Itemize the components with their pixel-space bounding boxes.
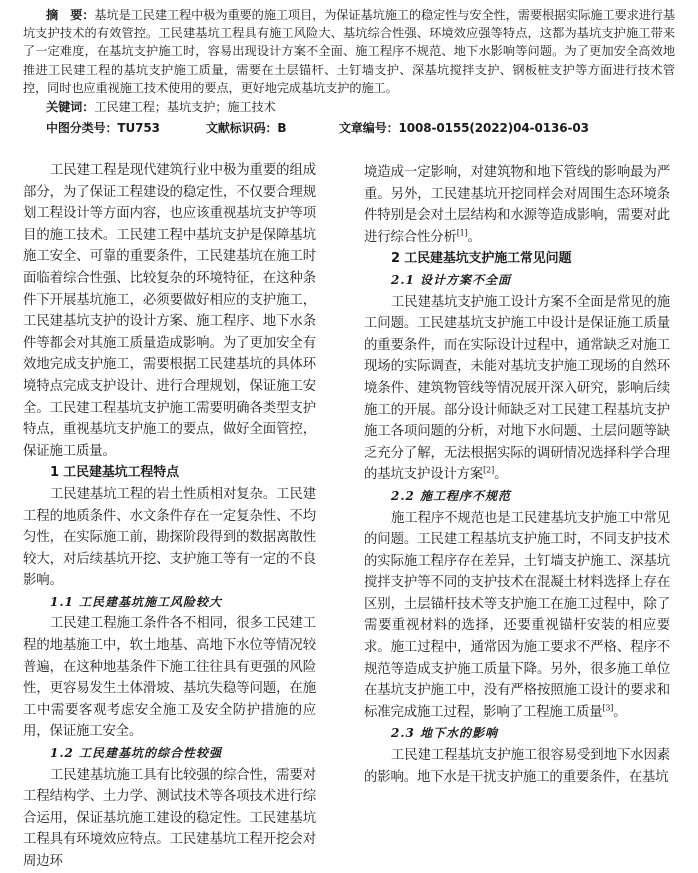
clc-field <box>46 119 206 137</box>
section-2-3-heading: 2.3 地下水的影响 <box>391 726 499 741</box>
abstract-block <box>23 6 675 137</box>
clc-label: 中图分类号： <box>46 121 118 136</box>
section-1-1-heading: 1.1 工民建基坑施工风险较大 <box>50 594 223 609</box>
section-1-paragraph: 工民建基坑工程的岩土性质相对复杂。工民建工程的地质条件、水文条件存在一定复杂性、不均匀性，在实际施工前，勘探阶段得到的数据离散性较大，对后续基坑开挖、支护施工等有一定的不良影响。 <box>23 486 316 589</box>
abstract-text: 基坑是工民建工程中极为重要的施工项目，为保证基坑施工的稳定性与安全性，需要根据实际施工要求进行基坑支护技术的有效管控。工民建基坑工程具有施工风险大、基坑综合性强、环境效应强等特点，这都为基坑支护施工带来了一定难度，在基坑支护施工时，容易出现设计方案不全面、施工程序不规范、地下水影响等问题。为了更加安全高效地推进工民建工程的基坑支护施工质量，需要在土层锚杆、土钉墙支护、深基坑搅拌支护、钢板桩支护等方面进行技术管控，同时也应重视施工技术使用的要点，更好地完成基坑支护的施工。 <box>23 8 675 95</box>
right-column <box>364 162 670 788</box>
section-2-2-heading: 2.2 施工程序不规范 <box>391 488 512 503</box>
clc-value: TU753 <box>117 121 160 136</box>
section-2-2-end: 。 <box>613 704 627 720</box>
article-number-value: 1008-0155(2022)04-0136-03 <box>398 121 589 136</box>
keywords-text: 工民建工程；基坑支护；施工技术 <box>94 100 276 115</box>
abstract-label: 摘 要： <box>46 8 95 22</box>
section-1-1-paragraph: 工民建工程施工条件各不相同，很多工民建工程的地基施工中，软土地基、高地下水位等情况较普遍，在这种地基条件下施工往往具有更强的风险性，更容易发生土体滑坡、基坑失稳等问题，在施工中需要客观考虑安全施工及安全防护措施的应用，保证施工安全。 <box>23 616 316 740</box>
keywords-label: 关键词： <box>46 100 95 115</box>
section-2-1-text: 工民建基坑支护施工设计方案不全面是常见的施工问题。工民建基坑支护施工中设计是保证施工质量的重要条件，而在实际设计过程中，通常缺乏对施工现场的实际调查，未能对基坑支护施工现场的自然环境条件、建筑物管线等情况展开深入研究，影响后续施工的开展。部分设计师缺乏对工民建工程基坑支护施工各项问题的分析，对地下水问题、土层问题等缺乏充分了解，无法根据实际的调研情况选择科学合理的基坑支护设计方案 <box>364 294 670 483</box>
classification-line <box>46 119 675 137</box>
doc-code-field <box>206 119 339 137</box>
citation-1: [1] <box>456 228 468 238</box>
abstract-paragraph <box>23 6 675 97</box>
section-2-heading: 2 工民建基坑支护施工常见问题 <box>391 251 572 267</box>
intro-paragraph: 工民建工程是现代建筑行业中极为重要的组成部分，为了保证工程建设的稳定性，不仅要合理规划工程设计等方面内容，也应该重视基坑支护等项目的施工技术。工民建工程中基坑支护是保障基坑施工安全、可靠的重要条件，工民建基坑在施工时面临着综合性强、比较复杂的环境特征，在这种条件下开展基坑施工，必须要做好相应的支护施工，工民建基坑支护的设计方案、施工程序、地下水条件等都会对其施工质量造成影响。为了更加安全有效地完成支护施工，需要根据工民建基坑的具体环境特点完成支护设计、进行合理规划，保证施工安全。工民建工程基坑支护施工需要明确各类型支护特点，重视基坑支护施工的要点，做好全面管控，保证施工质量。 <box>23 163 316 459</box>
left-column <box>23 160 316 873</box>
citation-2: [2] <box>483 465 495 475</box>
article-number-field <box>339 119 589 137</box>
doc-code-label: 文献标识码： <box>206 121 278 136</box>
keywords-line <box>46 98 675 116</box>
section-2-1-heading: 2.1 设计方案不全面 <box>391 272 512 287</box>
section-1-2-heading: 1.2 工民建基坑的综合性较强 <box>50 746 223 761</box>
continued-paragraph <box>364 162 670 248</box>
section-2-3-paragraph: 工民建工程基坑支护施工很容易受到地下水因素的影响。地下水是干扰支护施工的重要条件，在基坑 <box>364 748 670 785</box>
section-2-1-end: 。 <box>494 467 508 483</box>
article-number-label: 文章编号： <box>339 121 399 136</box>
continued-end: 。 <box>467 229 481 245</box>
section-1-heading: 1 工民建基坑工程特点 <box>50 465 179 481</box>
citation-3: [3] <box>602 703 614 713</box>
section-2-2-paragraph <box>364 508 670 724</box>
doc-code-value: B <box>277 121 287 136</box>
section-1-2-paragraph: 工民建基坑施工具有比较强的综合性，需要对工程结构学、土力学、测试技术等各项技术进行综合运用，保证基坑施工建设的稳定性。工民建基坑工程具有环境效应特点。工民建基坑工程开挖会对周边环 <box>23 767 316 869</box>
continued-text: 境造成一定影响，对建筑物和地下管线的影响最为严重。另外，工民建基坑开挖同样会对周围生态环境条件特别是会对土层结构和水源等造成影响，需要对此进行综合性分析 <box>364 165 670 245</box>
section-2-2-text: 施工程序不规范也是工民建基坑支护施工中常见的问题。工民建工程基坑支护施工时，不同支护技术的实际施工程序存在差异，土钉墙支护施工、深基坑搅拌支护等不同的支护技术在混凝土材料选择上存在区别，土层锚杆技术等支护施工在施工过程中，除了需要重视材料的选择，还要重视锚杆安装的相应要求。施工过程中，通常因为施工要求不严格、程序不规范等造成支护施工质量下降。另外，很多施工单位在基坑支护施工中，没有严格按照施工设计的要求和标准完成施工过程，影响了工程施工质量 <box>364 510 670 720</box>
section-2-1-paragraph <box>364 292 670 486</box>
